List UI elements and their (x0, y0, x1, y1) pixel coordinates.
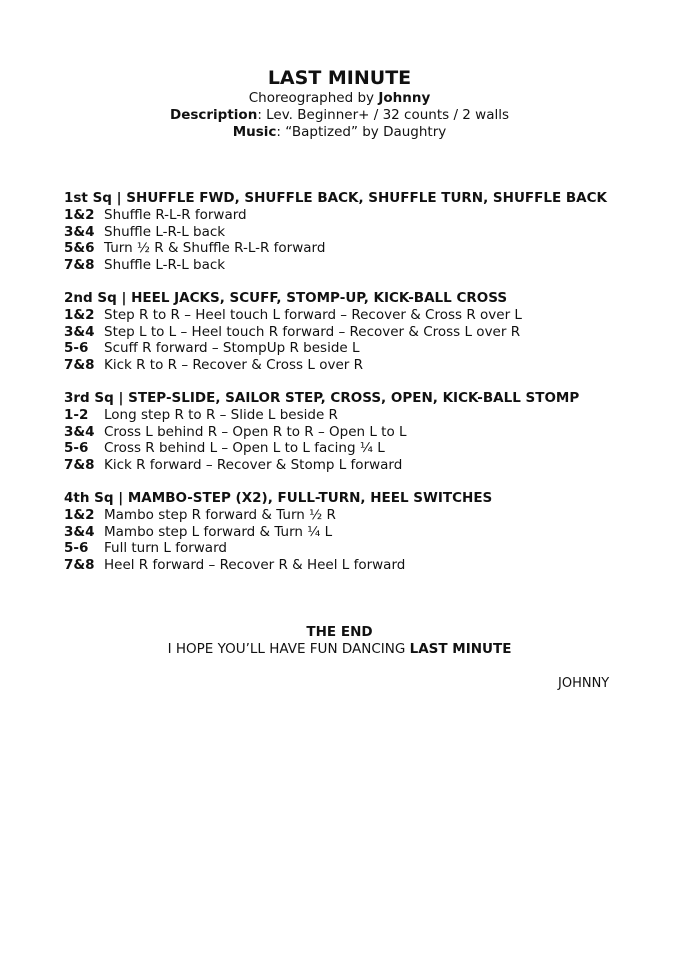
step-text: Step R to R – Heel touch L forward – Recover & Cross R over L (104, 307, 522, 323)
document-header (0, 66, 679, 141)
choreographer-line (0, 90, 679, 107)
step-text: Mambo step R forward & Turn ½ R (104, 507, 336, 523)
section-3 (64, 390, 654, 473)
section-4 (64, 490, 654, 573)
description-label: Description (169, 107, 258, 123)
ending-block (0, 624, 679, 658)
end-message-prefix: I HOPE YOU’LL HAVE FUN DANCING (167, 641, 410, 657)
step-row (64, 424, 654, 441)
step-text: Shuffle R-L-R forward (104, 207, 247, 223)
step-count: 1&2 (64, 307, 95, 323)
music-value: : “Baptized” by Daughtry (276, 124, 447, 140)
end-message-title: LAST MINUTE (409, 641, 512, 657)
step-count: 7&8 (64, 456, 95, 473)
step-text: Shuffle L-R-L back (104, 256, 226, 273)
step-count: 7&8 (64, 556, 95, 573)
section-2 (64, 290, 654, 373)
step-count: 5&6 (64, 240, 95, 256)
step-row (64, 524, 654, 541)
section-title: 2nd Sq | HEEL JACKS, SCUFF, STOMP-UP, KICK-BALL CROSS (64, 290, 508, 306)
step-text: Kick R to R – Recover & Cross L over R (104, 356, 363, 373)
step-text: Step L to L – Heel touch R forward – Recover & Cross L over R (104, 323, 521, 340)
step-row (64, 557, 654, 574)
step-count: 3&4 (64, 423, 95, 440)
step-row (64, 357, 654, 374)
step-text: Cross R behind L – Open L to L facing ¼ L (104, 440, 385, 456)
step-text: Cross L behind R – Open R to R – Open L to L (104, 423, 407, 440)
end-message (0, 641, 679, 658)
step-count: 5-6 (64, 440, 89, 456)
step-text: Full turn L forward (104, 540, 227, 556)
signature: JOHNNY (558, 676, 610, 691)
section-title: 4th Sq | MAMBO-STEP (X2), FULL-TURN, HEEL SWITCHES (64, 490, 493, 506)
end-title: THE END (306, 624, 373, 640)
step-row (64, 224, 654, 241)
step-text: Mambo step L forward & Turn ¼ L (104, 523, 333, 540)
step-row (64, 540, 654, 557)
step-count: 5-6 (64, 540, 89, 556)
step-count: 5-6 (64, 340, 89, 356)
step-row (64, 324, 654, 341)
step-row (64, 240, 654, 257)
step-count: 1&2 (64, 507, 95, 523)
step-row (64, 207, 654, 224)
step-row (64, 440, 654, 457)
step-sections (64, 190, 654, 590)
description-line (0, 107, 679, 124)
dance-title: LAST MINUTE (267, 67, 412, 89)
step-row (64, 407, 654, 424)
step-text: Kick R forward – Recover & Stomp L forward (104, 456, 403, 473)
step-row (64, 257, 654, 274)
step-count: 3&4 (64, 323, 95, 340)
section-1 (64, 190, 654, 273)
step-text: Scuff R forward – StompUp R beside L (104, 340, 360, 356)
step-text: Shuffle L-R-L back (104, 223, 226, 240)
step-row (64, 340, 654, 357)
step-row (64, 307, 654, 324)
step-row (64, 507, 654, 524)
step-count: 3&4 (64, 523, 95, 540)
choreographer-name: Johnny (378, 90, 431, 106)
step-count: 7&8 (64, 356, 95, 373)
step-text: Turn ½ R & Shuffle R-L-R forward (104, 240, 326, 256)
music-label: Music (232, 124, 277, 140)
step-text: Heel R forward – Recover R & Heel L forward (104, 556, 406, 573)
step-row (64, 457, 654, 474)
choreo-prefix: Choreographed by (248, 90, 379, 106)
step-count: 3&4 (64, 223, 95, 240)
music-line (0, 124, 679, 141)
step-count: 7&8 (64, 256, 95, 273)
description-value: : Lev. Beginner+ / 32 counts / 2 walls (257, 107, 510, 123)
step-text: Long step R to R – Slide L beside R (104, 407, 338, 423)
section-title: 3rd Sq | STEP-SLIDE, SAILOR STEP, CROSS, OPEN, KICK-BALL STOMP (64, 390, 580, 406)
section-title: 1st Sq | SHUFFLE FWD, SHUFFLE BACK, SHUFFLE TURN, SHUFFLE BACK (64, 190, 607, 206)
step-count: 1&2 (64, 207, 95, 223)
step-count: 1-2 (64, 407, 89, 423)
